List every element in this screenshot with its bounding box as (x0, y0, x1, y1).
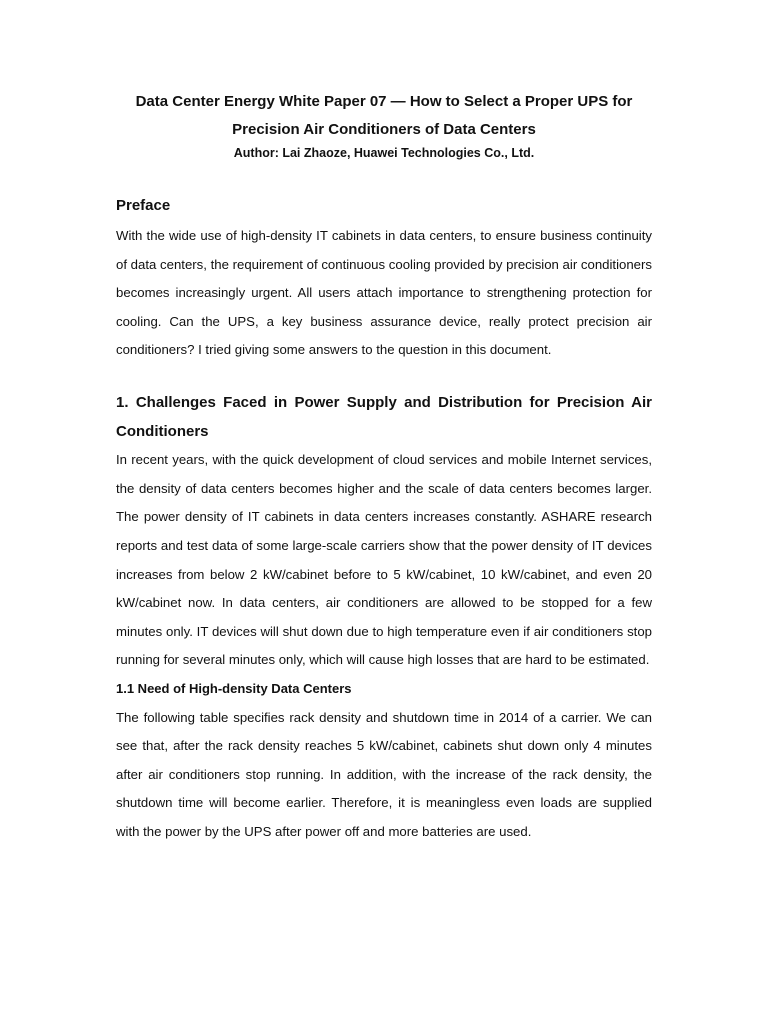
preface-paragraph: With the wide use of high-density IT cabinets in data centers, to ensure business continuity of data centers, the requirement of continuous cooling provided by precision air conditioners becomes increasingly urgent. All users attach importance to strengthening protection for cooling. Can the UPS, a key business assurance device, really protect precision air conditioners? I tried giving some answers to the question in this document. (116, 228, 652, 358)
section-1-1-paragraph: The following table specifies rack density and shutdown time in 2014 of a carrier. We can see that, after the rack density reaches 5 kW/cabinet, cabinets shut down only 4 minutes after air conditioners stop running. In addition, with the increase of the rack density, the shutdown time will become earlier. Therefore, it is meaningless even loads are supplied with the power by the UPS after power off and more batteries are used. (116, 709, 652, 839)
document-title: Data Center Energy White Paper 07 — How to Select a Proper UPS for Precision Air Conditioners of Data Centers (135, 93, 633, 138)
preface-heading: Preface (116, 197, 171, 214)
section-1-paragraph: In recent years, with the quick development of cloud services and mobile Internet services, the density of data centers becomes higher and the scale of data centers becomes larger. The power density of IT cabinets in data centers increases constantly. ASHARE research reports and test data of some large-scale carriers show that the power density of IT devices increases from below 2 kW/cabinet before to 5 kW/cabinet, 10 kW/cabinet, and even 20 kW/cabinet now. In data centers, air conditioners are allowed to be stopped for a few minutes only. IT devices will shut down due to high temperature even if air conditioners stop running for several minutes only, which will cause high losses that are hard to be estimated. (116, 452, 652, 668)
section-1-heading: 1. Challenges Faced in Power Supply and Distribution for Precision Air Conditioners (116, 393, 652, 440)
document-author: Author: Lai Zhaoze, Huawei Technologies Co., Ltd. (233, 146, 535, 160)
section-1-1-heading: 1.1 Need of High-density Data Centers (116, 680, 352, 696)
